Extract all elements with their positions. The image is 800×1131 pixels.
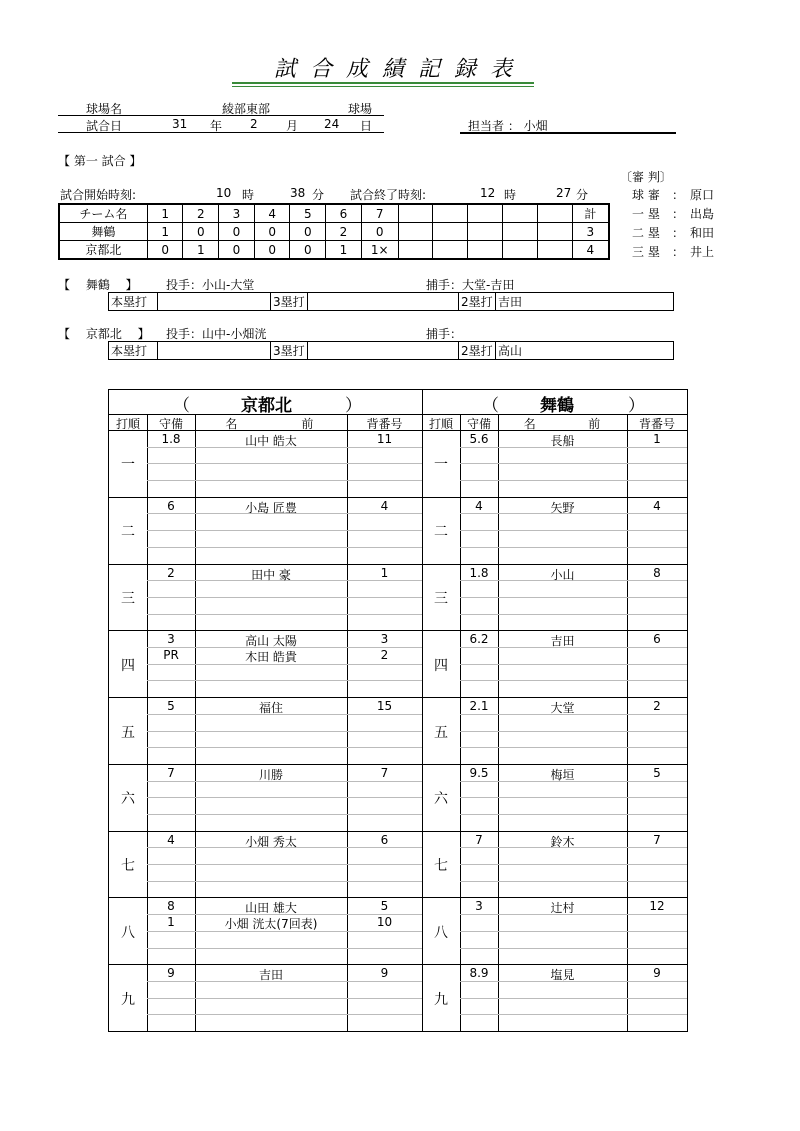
hr-label: 本塁打 [109, 293, 158, 311]
batting-order: 三 [434, 590, 448, 607]
team-cell: 舞鶴 [59, 223, 147, 241]
person-label: 担当者 ： 小畑 [468, 119, 548, 133]
entry-subline [460, 680, 687, 681]
entry-subline [147, 731, 422, 732]
player-name: 大堂 [550, 701, 575, 716]
pos-header: 守備 [158, 417, 183, 431]
batting-order: 九 [434, 991, 448, 1008]
stadium-row [58, 100, 384, 116]
player-position: 2.1 [469, 699, 489, 714]
inning-cell [433, 204, 468, 223]
player-position: 1.8 [469, 565, 489, 580]
stadium-label: 球場名 [86, 102, 123, 116]
umpire-name: 原口 [690, 188, 715, 202]
inning-cell [468, 204, 503, 223]
inning-cell: 0 [290, 241, 326, 260]
entry-subline [147, 530, 422, 531]
start-min-unit: 分 [312, 188, 325, 202]
inning-cell [398, 241, 433, 260]
inning-cell [537, 204, 572, 223]
date-year-unit: 年 [210, 119, 223, 133]
inning-cell [433, 223, 468, 241]
entry-subline [460, 664, 687, 665]
hits-table-kyotokita [108, 341, 674, 360]
entry-subline [147, 948, 422, 949]
battery-catcher: 捕手： [426, 327, 463, 341]
player-number: 7 [380, 765, 389, 780]
stadium-suffix: 球場 [348, 102, 373, 116]
entry-subline [460, 480, 687, 481]
total-cell: 4 [572, 241, 609, 260]
scoreboard-table [58, 203, 610, 260]
player-number: 7 [653, 832, 661, 847]
umpire-role: 二 塁 [632, 226, 660, 240]
umpire-sep: ： [672, 188, 685, 202]
player-name: 辻村 [550, 901, 575, 916]
player-name: 塩見 [550, 968, 575, 983]
player-name: 長船 [550, 434, 575, 448]
start-hour: 10 [216, 186, 232, 200]
player-position: 3 [167, 632, 175, 647]
end-min-unit: 分 [576, 188, 589, 202]
player-position: 5.6 [469, 432, 489, 446]
inning-cell: 0 [219, 223, 255, 241]
number-header: 背番号 [366, 417, 403, 431]
entry-subline [147, 1014, 422, 1015]
player-number: 15 [376, 699, 393, 714]
entry-subline [460, 998, 687, 999]
player-position: 3 [475, 899, 483, 914]
batting-order: 七 [434, 858, 448, 875]
entry-subline [460, 864, 687, 865]
double-label: 2塁打 [459, 293, 496, 311]
player-name: 木田 皓貴 [245, 650, 297, 665]
entry-subline [147, 597, 422, 598]
total-cell: 3 [572, 223, 609, 241]
player-number: 12 [649, 899, 665, 914]
player-number: 2 [653, 699, 661, 714]
inning-cell [398, 223, 433, 241]
double-value: 高山 [496, 342, 674, 360]
inning-cell: 1 [326, 241, 362, 260]
order-header: 打順 [115, 417, 140, 431]
batting-order: 四 [121, 657, 135, 674]
entry-subline [460, 463, 687, 464]
batting-order: 五 [434, 724, 448, 741]
player-position: 9.5 [469, 765, 489, 780]
date-year: 31 [172, 117, 188, 131]
page-title: 試合成績記録表 [273, 57, 526, 82]
order-header: 打順 [428, 417, 453, 431]
batting-order: 八 [121, 924, 135, 941]
entry-subline [147, 864, 422, 865]
battery-team: 【 舞鶴 】 [58, 278, 138, 292]
player-number: 9 [653, 966, 661, 981]
inning-cell: 0 [183, 223, 219, 241]
time-row [58, 186, 598, 202]
player-position: 1.8 [161, 432, 181, 446]
close-paren: ） [345, 396, 362, 416]
player-number: 1 [653, 432, 661, 446]
scoreboard-header [59, 204, 609, 223]
name-header: 前 [588, 417, 601, 431]
player-name: 福住 [258, 701, 283, 716]
player-number: 10 [376, 915, 393, 930]
player-number: 8 [653, 565, 661, 580]
batting-row-rule [109, 497, 687, 498]
triple-value [308, 342, 459, 360]
player-position: 8.9 [469, 966, 489, 981]
triple-value [308, 293, 459, 311]
date-day-unit: 日 [360, 119, 373, 133]
start-time-label: 試合開始時刻: [60, 188, 137, 202]
date-label: 試合日 [86, 119, 123, 133]
scoreboard-row [59, 241, 609, 260]
left-team-header [109, 390, 422, 414]
battery-team: 【 京都北 】 [58, 327, 150, 341]
batting-order: 六 [121, 791, 135, 808]
date-month: 2 [250, 117, 258, 131]
player-name: 小畑 秀太 [245, 834, 297, 849]
player-number: 9 [380, 966, 389, 981]
inning-cell [537, 241, 572, 260]
inning-cell: 0 [290, 223, 326, 241]
inning-cell: 4 [254, 204, 290, 223]
triple-label: 3塁打 [271, 342, 308, 360]
stadium-name: 綾部東部 [222, 102, 271, 116]
player-number: 4 [653, 498, 661, 513]
player-name: 矢野 [550, 500, 575, 515]
battery-catcher: 捕手：大堂-吉田 [426, 278, 515, 292]
right-team-name: 舞鶴 [540, 396, 574, 416]
player-position: 4 [475, 498, 483, 513]
player-position: 9 [167, 966, 175, 981]
umpire-name: 出島 [690, 207, 715, 221]
player-position: 2 [167, 565, 175, 580]
team-cell: チーム名 [59, 204, 147, 223]
end-hour-unit: 時 [504, 188, 517, 202]
total-cell: 計 [572, 204, 609, 223]
game-label: 【 第一 試合 】 [58, 154, 142, 168]
batting-order: 三 [121, 590, 135, 607]
inning-cell [503, 241, 538, 260]
player-number: 1 [380, 565, 389, 580]
batting-order: 二 [121, 524, 135, 541]
inning-cell: 7 [361, 204, 398, 223]
inning-cell [398, 204, 433, 223]
batting-order: 四 [434, 657, 448, 674]
player-number: 6 [653, 632, 661, 647]
hr-value [158, 293, 271, 311]
entry-subline [460, 731, 687, 732]
entry-subline [147, 547, 422, 548]
umpire-name: 和田 [690, 226, 715, 240]
player-name: 小島 匠豊 [245, 500, 297, 515]
triple-label: 3塁打 [271, 293, 308, 311]
entry-subline [147, 680, 422, 681]
player-position: PR [163, 648, 179, 663]
inning-cell [468, 223, 503, 241]
player-number: 6 [380, 832, 389, 847]
scoreboard-row [59, 223, 609, 241]
entry-subline [147, 463, 422, 464]
hr-label: 本塁打 [109, 342, 158, 360]
batting-order: 八 [434, 924, 448, 941]
inning-cell: 3 [219, 204, 255, 223]
inning-cell: 1 [183, 241, 219, 260]
entry-subline [460, 797, 687, 798]
entry-subline [147, 480, 422, 481]
pos-header: 守備 [466, 417, 491, 431]
player-position: 5 [167, 699, 175, 714]
player-name: 高山 太陽 [245, 634, 297, 649]
inning-cell: 0 [254, 223, 290, 241]
entry-subline [147, 747, 422, 748]
batting-row-rule [109, 764, 687, 765]
batting-row-rule [109, 897, 687, 898]
entry-subline [147, 998, 422, 999]
start-min: 38 [290, 186, 306, 200]
name-header: 名 [225, 417, 238, 431]
player-number: 5 [653, 765, 661, 780]
inning-cell: 6 [326, 204, 362, 223]
end-hour: 12 [480, 186, 496, 200]
player-name: 吉田 [258, 968, 283, 983]
umpire-sep: ： [672, 245, 685, 259]
open-paren: （ [482, 396, 499, 416]
entry-subline [147, 614, 422, 615]
inning-cell: 0 [219, 241, 255, 260]
inning-cell: 1 [147, 204, 183, 223]
entry-subline [460, 547, 687, 548]
entry-subline [460, 597, 687, 598]
date-day: 24 [324, 117, 340, 131]
name-header: 前 [301, 417, 314, 431]
player-name: 山中 皓太 [245, 434, 297, 448]
person-row [460, 117, 676, 134]
right-team-header [422, 390, 687, 414]
battery-pitcher: 投手：小山-大堂 [166, 278, 255, 292]
player-name: 梅垣 [550, 767, 575, 782]
player-name: 鈴木 [550, 834, 575, 849]
team-cell: 京都北 [59, 241, 147, 260]
entry-subline [147, 797, 422, 798]
player-position: 1 [167, 915, 175, 930]
end-time-label: 試合終了時刻: [350, 188, 427, 202]
inning-cell: 2 [183, 204, 219, 223]
player-position: 6 [167, 498, 175, 513]
batting-row-rule [109, 564, 687, 565]
left-team-name: 京都北 [241, 396, 292, 416]
player-position: 8 [167, 899, 175, 914]
inning-cell: 1 [147, 223, 183, 241]
umpire-heading: 〔審 判〕 [620, 170, 672, 184]
inning-cell [503, 223, 538, 241]
player-name: 小山 [550, 567, 575, 582]
entry-subline [460, 1014, 687, 1015]
umpire-sep: ： [672, 226, 685, 240]
umpire-sep: ： [672, 207, 685, 221]
inning-cell: 0 [147, 241, 183, 260]
player-position: 6.2 [469, 632, 489, 647]
start-hour-unit: 時 [242, 188, 255, 202]
player-name: 田中 豪 [251, 567, 291, 582]
date-row [58, 117, 384, 133]
batting-order: 七 [121, 858, 135, 875]
player-name: 小畑 洸太(7回表) [224, 917, 318, 932]
batting-order: 一 [434, 457, 448, 474]
player-number: 5 [380, 899, 389, 914]
entry-subline [460, 931, 687, 932]
inning-cell: 0 [254, 241, 290, 260]
inning-cell: 2 [326, 223, 362, 241]
entry-subline [460, 530, 687, 531]
batting-row-rule [109, 831, 687, 832]
lineup-sheet [108, 389, 688, 1032]
player-position: 4 [167, 832, 175, 847]
entry-subline [460, 814, 687, 815]
inning-cell: 5 [290, 204, 326, 223]
player-name: 吉田 [550, 634, 575, 649]
inning-cell [433, 241, 468, 260]
player-number: 2 [380, 648, 389, 663]
double-value: 吉田 [496, 293, 674, 311]
player-name: 山田 雄大 [245, 901, 297, 916]
batting-row-rule [109, 697, 687, 698]
inning-cell [503, 204, 538, 223]
player-position: 7 [475, 832, 483, 847]
batting-order: 九 [121, 991, 135, 1008]
player-number: 3 [380, 632, 389, 647]
open-paren: （ [173, 396, 190, 416]
batting-order: 二 [434, 524, 448, 541]
entry-subline [460, 614, 687, 615]
close-paren: ） [628, 396, 645, 416]
player-position: 7 [167, 765, 175, 780]
batting-order: 一 [121, 457, 135, 474]
player-name: 川勝 [258, 767, 283, 782]
batting-order: 五 [121, 724, 135, 741]
player-number: 11 [376, 432, 393, 446]
entry-subline [460, 881, 687, 882]
date-month-unit: 月 [286, 119, 299, 133]
inning-cell: 1× [361, 241, 398, 260]
inning-cell: 0 [361, 223, 398, 241]
umpire-role: 三 塁 [632, 245, 660, 259]
hits-table-maizuru [108, 292, 674, 311]
player-number: 4 [380, 498, 389, 513]
name-header: 名 [523, 417, 536, 431]
batting-row-rule [109, 964, 687, 965]
batting-row-rule [109, 630, 687, 631]
title-underline-2 [232, 86, 534, 87]
hr-value [158, 342, 271, 360]
inning-cell [537, 223, 572, 241]
battery-pitcher: 投手：山中-小畑洸 [166, 327, 267, 341]
title-underline [232, 82, 534, 84]
umpire-role: 一 塁 [632, 207, 660, 221]
double-label: 2塁打 [459, 342, 496, 360]
inning-cell [468, 241, 503, 260]
entry-subline [147, 814, 422, 815]
entry-subline [147, 881, 422, 882]
entry-subline [460, 747, 687, 748]
end-min: 27 [556, 186, 572, 200]
umpire-name: 井上 [690, 245, 715, 259]
number-header: 背番号 [638, 417, 675, 431]
entry-subline [460, 948, 687, 949]
umpire-role: 球 審 [632, 188, 660, 202]
batting-order: 六 [434, 791, 448, 808]
